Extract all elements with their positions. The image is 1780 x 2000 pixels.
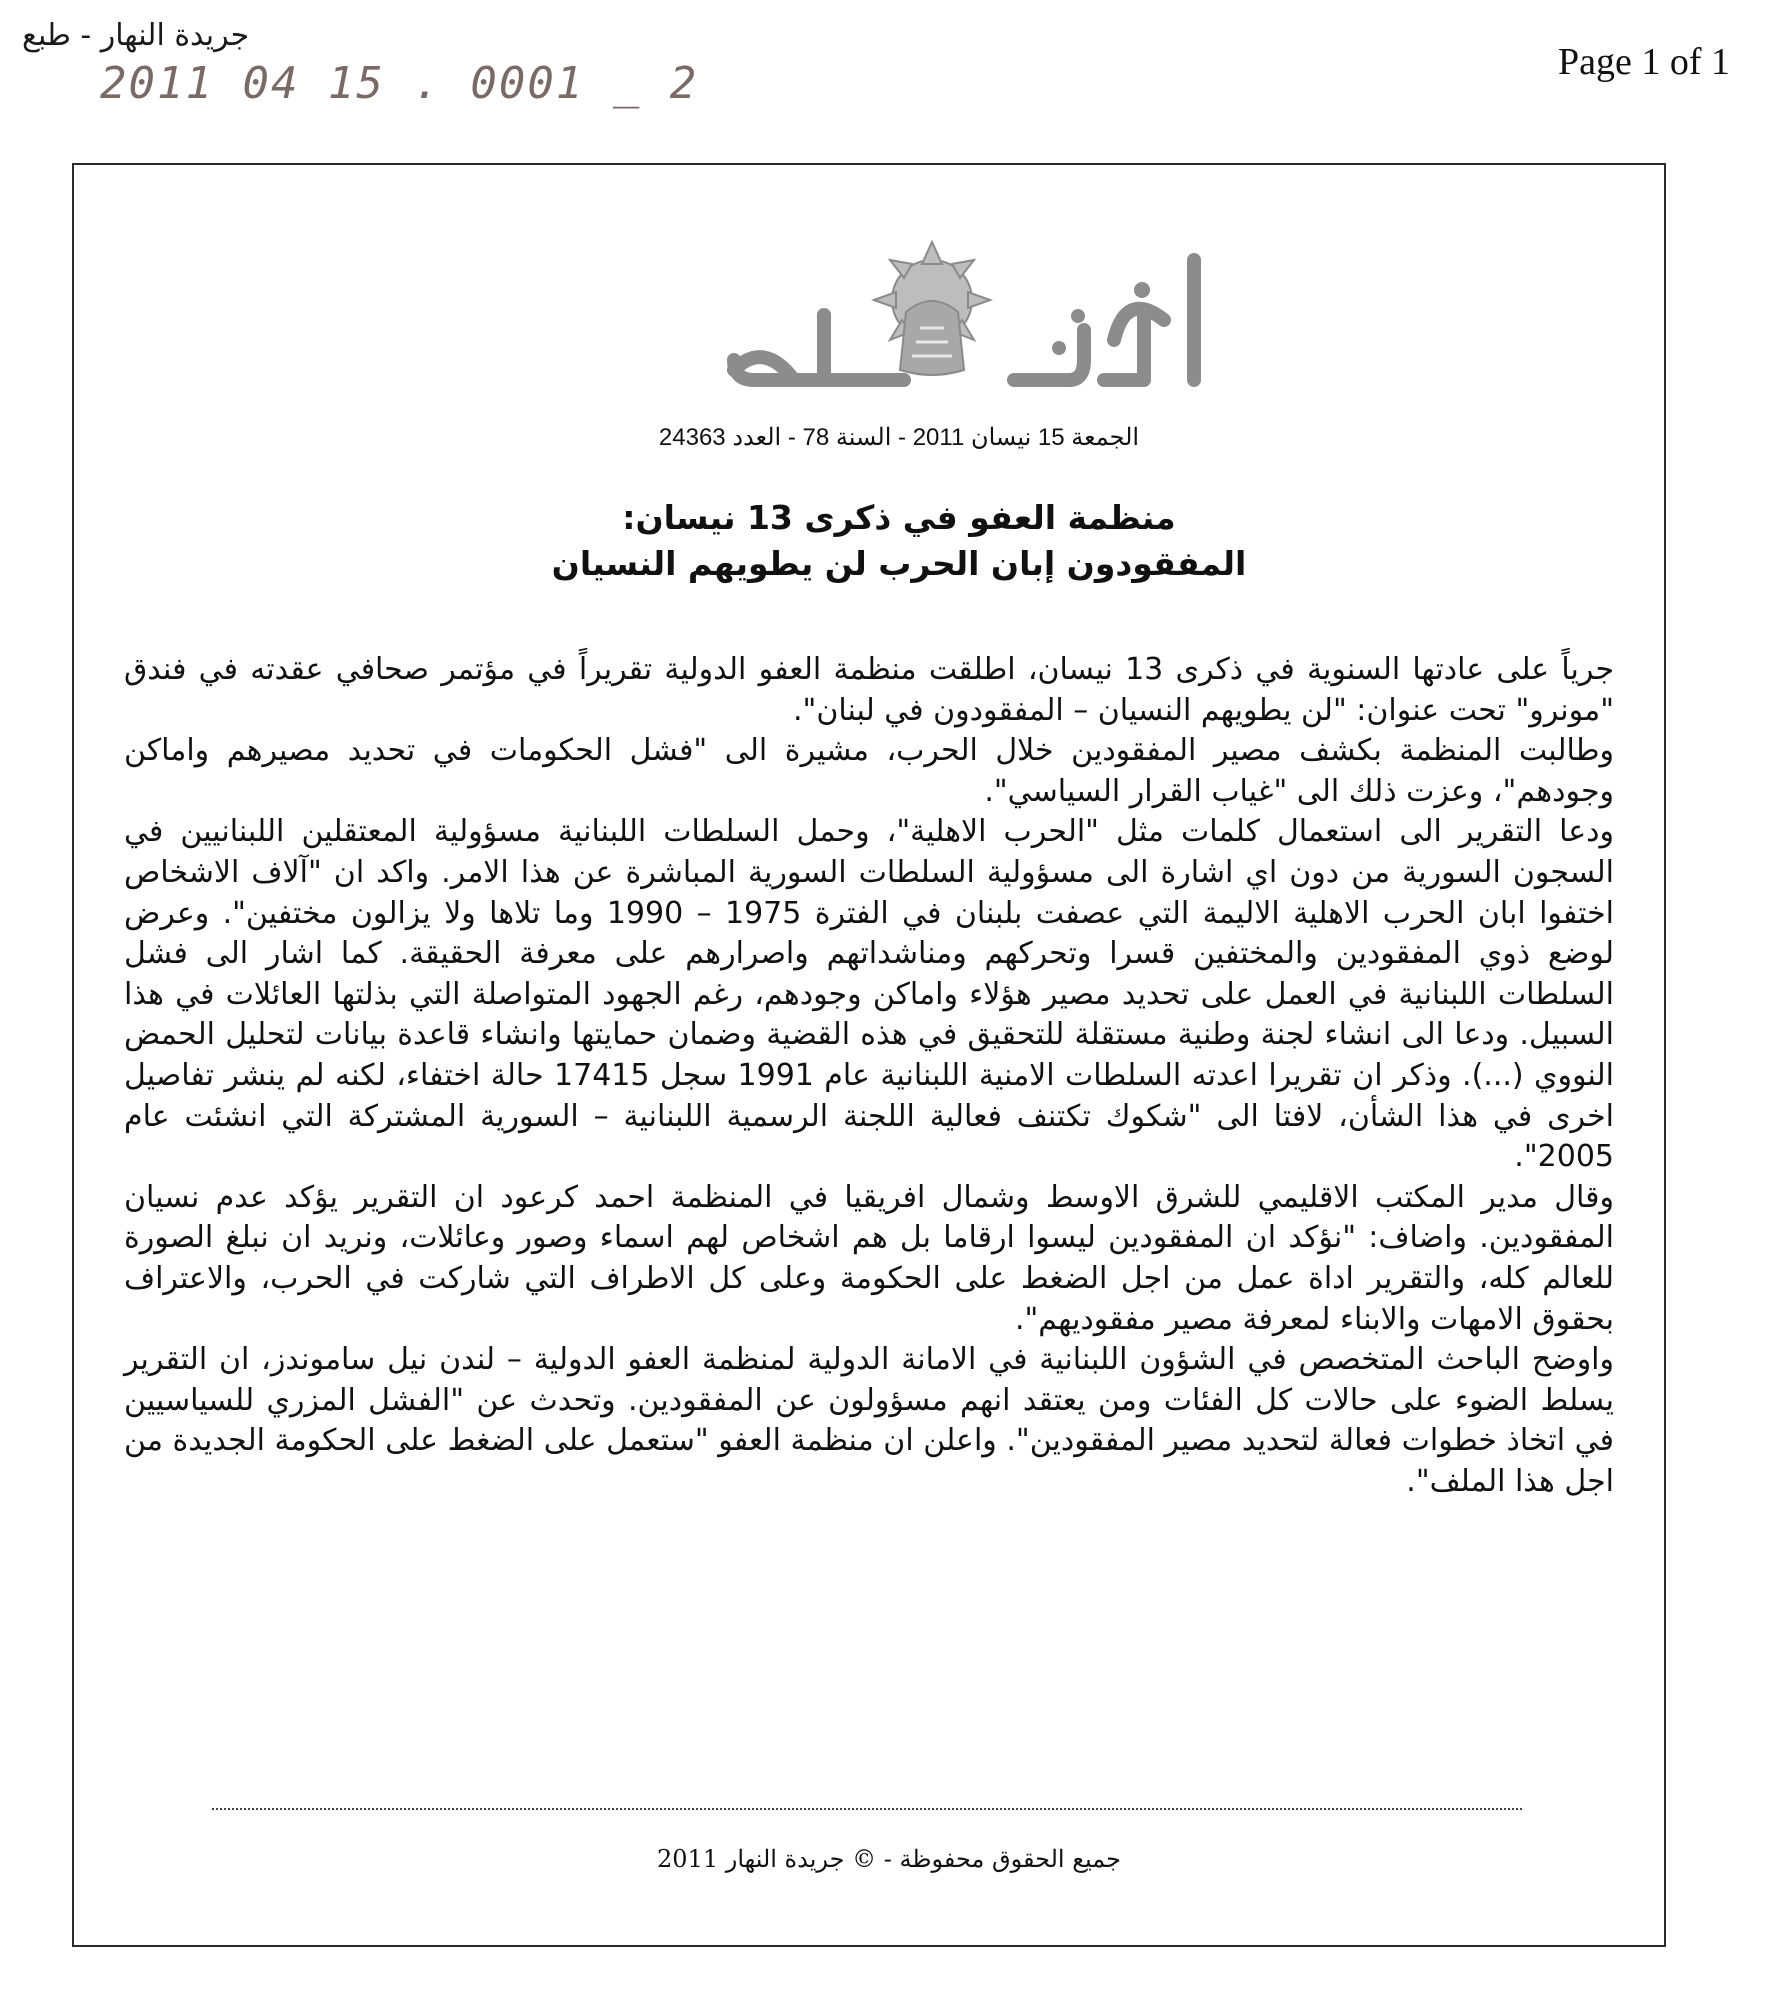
clipping-source-label: جريدة النهار - طبع <box>22 18 250 53</box>
paragraph: واوضح الباحث المتخصص في الشؤون اللبنانية في الامانة الدولية لمنظمة العفو الدولية – لندن نيل ساموندز، ان التقرير يسلط الضوء على حالات كل الفئات ومن يعتقد انهم مسؤولون عن المفقودين. وتحدث عن "الفشل المزري للسياسيين في اتخاذ خطوات فعالة لتحديد مصير المفقودين". واعلن ان منظمة العفو "ستعمل على الضغط على الحكومة الجديدة من اجل هذا الملف". <box>124 1342 1614 1499</box>
paragraph: وطالبت المنظمة بكشف مصير المفقودين خلال الحرب، مشيرة الى "فشل الحكومات في تحديد مصيرهم واماكن وجودهم"، وعزت ذلك الى "غياب القرار السياسي". <box>124 733 1614 809</box>
page-indicator: Page 1 of 1 <box>1557 41 1730 83</box>
headline-line-2: المفقودون إبان الحرب لن يطويهم النسيان <box>551 544 1247 583</box>
issue-dateline: الجمعة 15 نيسان 2011 - السنة 78 - العدد 24363 <box>658 424 1140 451</box>
copyright-footer: جميع الحقوق محفوظة - © جريدة النهار 2011 <box>657 1845 1121 1873</box>
masthead-logo <box>674 220 1234 420</box>
headline-line-1: منظمة العفو في ذكرى 13 نيسان: <box>622 498 1176 537</box>
paragraph: جرياً على عادتها السنوية في ذكرى 13 نيسان، اطلقت منظمة العفو الدولية تقريراً في مؤتمر صحافي عقدته في فندق "مونرو" تحت عنوان: "لن يطويهم النسيان – المفقودون في لبنان". <box>124 652 1614 728</box>
clipping-reference-code: 2011 04 15 . 0001 _ 2 <box>100 58 699 109</box>
dotted-divider <box>212 1808 1522 1810</box>
article-frame <box>72 163 1666 1947</box>
annahar-logo-icon <box>674 220 1234 420</box>
cedar-sun-icon <box>874 242 990 375</box>
article-body <box>124 650 1614 1502</box>
paragraph: وقال مدير المكتب الاقليمي للشرق الاوسط وشمال افريقيا في المنظمة احمد كرعود ان التقرير يؤكد عدم نسيان المفقودين. واضاف: "نؤكد ان المفقودين ليسوا ارقاما بل هم اشخاص لهم اسماء وصور وعائلات، ونريد ان نبلغ الصورة للعالم كله، والتقرير اداة عمل من اجل الضغط على الحكومة وعلى كل الاطراف التي شاركت في الحرب، والاعتراف بحقوق الامهات والابناء لمعرفة مصير مفقوديهم". <box>124 1179 1614 1337</box>
paragraph: ودعا التقرير الى استعمال كلمات مثل "الحرب الاهلية"، وحمل السلطات اللبنانية مسؤولية المعتقلين اللبنانيين في السجون السورية من دون اي اشارة الى مسؤولية السلطات السورية المباشرة عن هذا الامر. واكد ان "آلاف الاشخاص اختفوا ابان الحرب الاهلية الاليمة التي عصفت بلبنان في الفترة 1975 – 1990 وما تلاها ولا يزالون مختفين". وعرض لوضع ذوي المفقودين والمختفين قسرا وتحركهم ومناشداتهم واصرارهم على معرفة الحقيقة. كما اشار الى فشل السلطات اللبنانية في العمل على تحديد مصير هؤلاء واماكن وجودهم، رغم الجهود المتواصلة التي بذلتها العائلات في هذا السبيل. ودعا الى انشاء لجنة وطنية مستقلة للتحقيق في هذه القضية وضمان حمايتها وانشاء قاعدة بيانات لتحليل الحمض النووي (...). وذكر ان تقريرا اعدته السلطات الامنية اللبنانية عام 1991 سجل 17415 حالة اختفاء، لكنه لم ينشر تفاصيل اخرى في هذا الشأن، لافتا الى "شكوك تكتنف فعالية اللجنة الرسمية اللبنانية – السورية المشتركة التي انشئت عام 2005". <box>124 814 1615 1175</box>
article-headline <box>74 495 1664 587</box>
